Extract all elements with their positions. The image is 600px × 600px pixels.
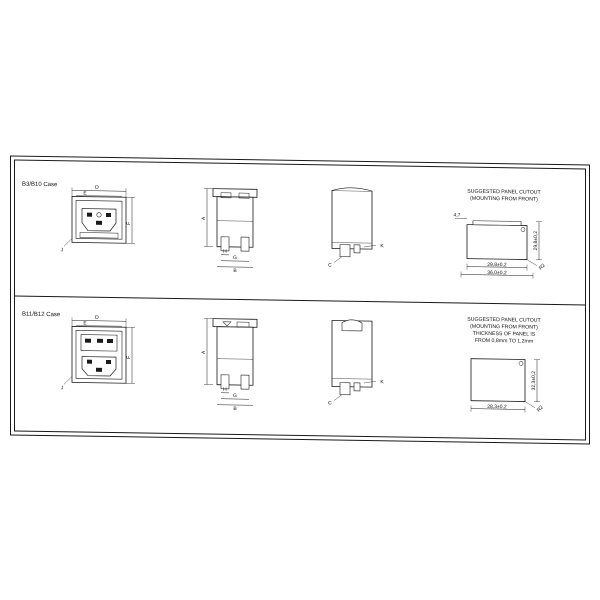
panel-cutout-note-line4: FROM 0,8mm TO 1,2mm bbox=[474, 337, 534, 345]
panel-cutout-note-row1 bbox=[429, 188, 579, 204]
dim-k-row2: K bbox=[380, 379, 384, 386]
dim-h-row2: H bbox=[223, 386, 227, 393]
case-label-row1: B3/B10 Case bbox=[22, 181, 58, 189]
panel-cutout-note-line3: THICKNESS OF PANEL IS bbox=[472, 330, 536, 338]
dim-j-row2: J bbox=[60, 385, 64, 392]
drawing-content bbox=[14, 160, 586, 441]
dim-c-row1: C bbox=[328, 262, 332, 269]
back-view-row2 bbox=[314, 312, 404, 413]
dim-j-row1: J bbox=[60, 247, 64, 254]
panel-cutout-note-line2: (MOUNTING FROM FRONT) bbox=[470, 195, 538, 203]
dim-d-row2: D bbox=[95, 314, 99, 321]
row-b3-b10 bbox=[14, 160, 586, 305]
panel-cutout-note-line1: SUGGESTED PANEL CUTOUT bbox=[467, 316, 541, 324]
dim-f-row1: F bbox=[126, 221, 132, 225]
cutout-dim-width-outer-row1: 36,0±0,2 bbox=[487, 269, 507, 277]
front-view-row1 bbox=[54, 182, 174, 264]
front-view-row2 bbox=[54, 312, 174, 404]
cutout-radius-note-row2: R2 bbox=[535, 404, 545, 414]
back-view-row1 bbox=[314, 182, 404, 273]
cutout-dim-width-inner-row2: 28,3±0,2 bbox=[487, 403, 507, 411]
dim-a-row2: A bbox=[201, 350, 207, 355]
dim-e-row1: E bbox=[83, 190, 87, 197]
cutout-dim-height-row1: 29,8±0,2 bbox=[533, 230, 539, 251]
dim-e-row2: E bbox=[83, 320, 87, 327]
case-label-row2: B11/B12 Case bbox=[22, 311, 61, 319]
row-b11-b12 bbox=[14, 296, 586, 441]
panel-cutout-note-line2: (MOUNTING FROM FRONT) bbox=[470, 323, 538, 331]
panel-cutout-row1 bbox=[439, 208, 579, 285]
cutout-radius-note-row1: R2 bbox=[537, 262, 547, 272]
panel-cutout-note-row2 bbox=[429, 316, 579, 346]
panel-cutout-row2 bbox=[439, 350, 579, 432]
dim-k-row1: K bbox=[380, 243, 384, 250]
cutout-dim-width-inner-row1: 29,8±0,2 bbox=[487, 261, 507, 269]
dim-a-row1: A bbox=[201, 216, 207, 221]
cutout-dim-top-left-row1: 4,7 bbox=[453, 212, 461, 219]
dim-g-row2: G bbox=[233, 392, 237, 400]
dim-g-row1: G bbox=[233, 254, 237, 262]
dim-d-row1: D bbox=[95, 184, 99, 191]
cutout-dim-height-row2: 32,3±0,2 bbox=[531, 370, 537, 391]
dim-c-row2: C bbox=[328, 400, 332, 407]
dim-f-row2: F bbox=[126, 355, 132, 359]
side-view-row2 bbox=[199, 310, 279, 411]
dim-h-row1: H bbox=[223, 248, 227, 255]
dim-b-row1: B bbox=[233, 267, 237, 275]
panel-cutout-note-line1: SUGGESTED PANEL CUTOUT bbox=[467, 188, 541, 196]
side-view-row1 bbox=[199, 180, 279, 275]
dim-b-row2: B bbox=[233, 405, 237, 413]
